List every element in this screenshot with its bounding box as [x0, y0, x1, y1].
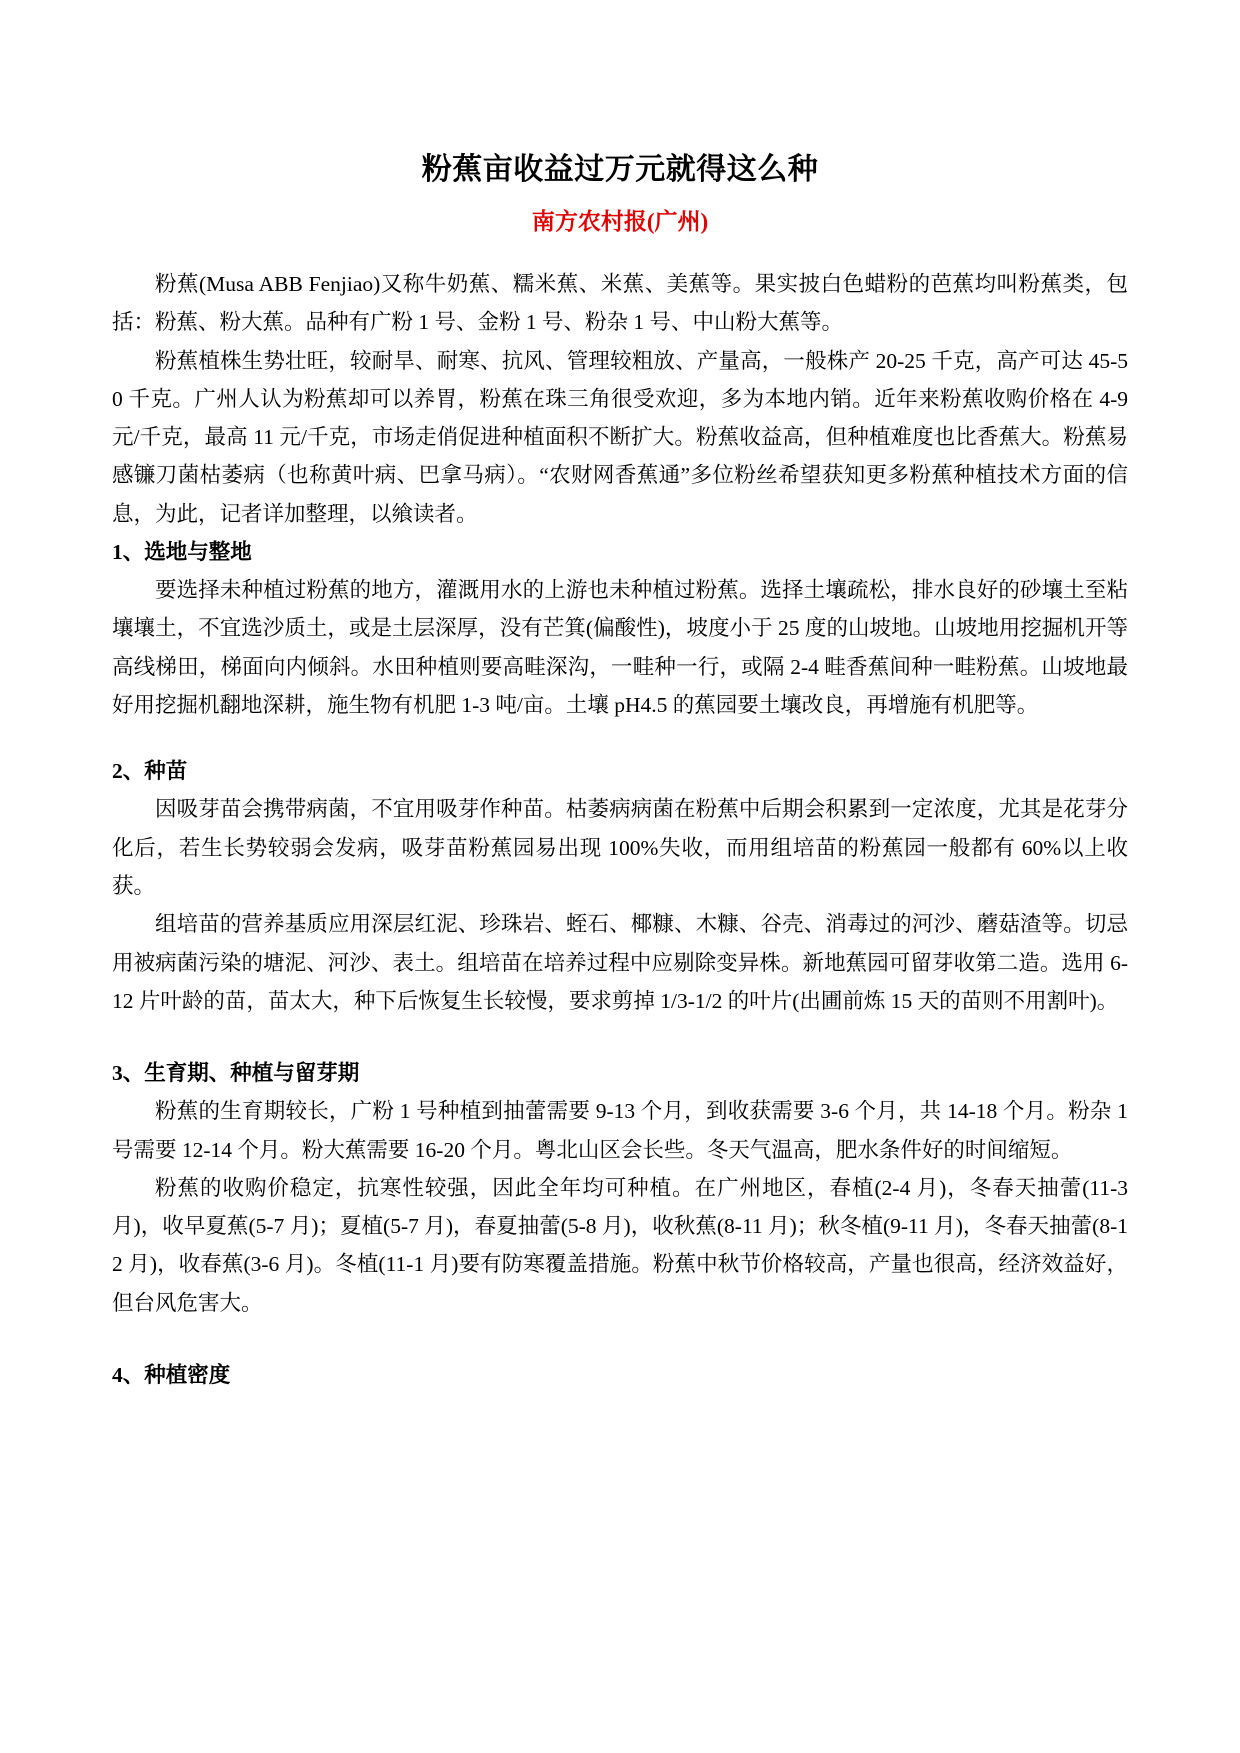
section-spacer [112, 724, 1128, 752]
section-heading-3: 3、生育期、种植与留芽期 [112, 1061, 360, 1086]
section-2-paragraph-2: 组培苗的营养基质应用深层红泥、珍珠岩、蛭石、椰糠、木糠、谷壳、消毒过的河沙、蘑菇渣等。切忌用被病菌污染的塘泥、河沙、表土。组培苗在培养过程中应剔除变异株。新地蕉园可留芽收第二造。选用 6-12 片叶龄的苗，苗太大，种下后恢复生长较慢，要求剪掉 1/3-1/2 的叶片(出圃前炼 15 天的苗则不用割叶)。 [112, 912, 1128, 1013]
section-3-paragraph-2: 粉蕉的收购价稳定，抗寒性较强，因此全年均可种植。在广州地区，春植(2-4 月)，冬春天抽蕾(11-3 月)，收早夏蕉(5-7 月)；夏植(5-7 月)，春夏抽蕾(5-8 月)，收秋蕉(8-11 月)；秋冬植(9-11 月)，冬春天抽蕾(8-12 月)，收春蕉(3-6 月)。冬植(11-1 月)要有防寒覆盖措施。粉蕉中秋节价格较高，产量也很高，经济效益好，但台风危害大。 [112, 1175, 1128, 1315]
section-2-paragraph-1: 因吸芽苗会携带病菌，不宜用吸芽作种苗。枯萎病病菌在粉蕉中后期会积累到一定浓度，尤其是花芽分化后，若生长势较弱会发病，吸芽苗粉蕉园易出现 100%失收，而用组培苗的粉蕉园一般都有 60%以上收获。 [112, 797, 1128, 898]
intro-paragraph-1: 粉蕉(Musa ABB Fenjiao)又称牛奶蕉、糯米蕉、米蕉、美蕉等。果实披白色蜡粉的芭蕉均叫粉蕉类，包括：粉蕉、粉大蕉。品种有广粉 1 号、金粉 1 号、粉杂 1 号、中山粉大蕉等。 [112, 272, 1128, 335]
section-1-paragraph-1: 要选择未种植过粉蕉的地方，灌溉用水的上游也未种植过粉蕉。选择土壤疏松，排水良好的砂壤土至粘壤壤土，不宜选沙质土，或是土层深厚，没有芒箕(偏酸性)，坡度小于 25 度的山坡地。山坡地用挖掘机开等高线梯田，梯面向内倾斜。水田种植则要高畦深沟，一畦种一行，或隔 2-4 畦香蕉间种一畦粉蕉。山坡地最好用挖掘机翻地深耕，施生物有机肥 1-3 吨/亩。土壤 pH4.5 的蕉园要土壤改良，再增施有机肥等。 [112, 578, 1128, 717]
page-title: 粉蕉亩收益过万元就得这么种 [421, 153, 819, 186]
section-3-paragraph-1: 粉蕉的生育期较长，广粉 1 号种植到抽蕾需要 9-13 个月，到收获需要 3-6 个月，共 14-18 个月。粉杂 1 号需要 12-14 个月。粉大蕉需要 16-20 个月。粤北山区会长些。冬天气温高，肥水条件好的时间缩短。 [112, 1099, 1128, 1162]
section-spacer [112, 1322, 1128, 1356]
section-spacer [112, 1020, 1128, 1054]
section-heading-1: 1、选地与整地 [112, 539, 252, 564]
section-heading-2: 2、种苗 [112, 759, 188, 784]
section-heading-4: 4、种植密度 [112, 1362, 231, 1387]
source-attribution: 南方农村报(广州) [531, 208, 709, 234]
intro-paragraph-2: 粉蕉植株生势壮旺，较耐旱、耐寒、抗风、管理较粗放、产量高，一般株产 20-25 千克，高产可达 45-50 千克。广州人认为粉蕉却可以养胃，粉蕉在珠三角很受欢迎，多为本地内销。近年来粉蕉收购价格在 4-9 元/千克，最高 11 元/千克，市场走俏促进种植面积不断扩大。粉蕉收益高，但种植难度也比香蕉大。粉蕉易感镰刀菌枯萎病（也称黄叶病、巴拿马病）。“农财网香蕉通”多位粉丝希望获知更多粉蕉种植技术方面的信息，为此，记者详加整理，以飨读者。 [112, 348, 1128, 526]
